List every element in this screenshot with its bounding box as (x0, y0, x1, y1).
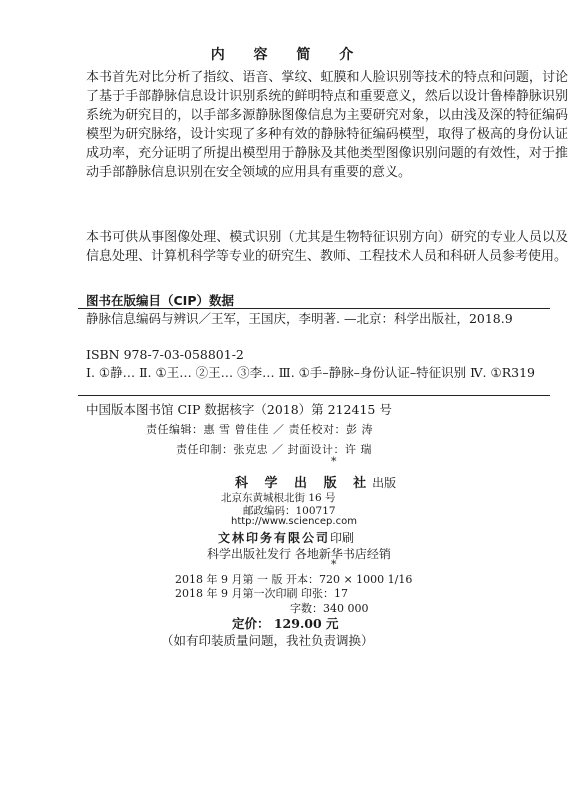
publisher-name: 科 学 出 版 社 (235, 476, 373, 491)
credits-production: 责任印制：张克忠 ／ 封面设计：许 瑞 (176, 443, 372, 456)
distribution-line: 科学出版社发行 各地新华书店经销 (207, 547, 391, 561)
edition-info: 2018 年 9 月第 一 版 开本：720 × 1000 1/16 (175, 573, 413, 586)
printer-line (218, 529, 354, 546)
word-count: 字数：340 000 (290, 602, 369, 615)
cip-top-rule (78, 308, 550, 309)
separator-asterisk: * (331, 455, 337, 468)
publisher-address: 北京东黄城根北街 16 号 (221, 492, 336, 504)
printer-name: 文林印务有限公司 (218, 531, 331, 545)
publisher-postcode: 邮政编码：100717 (243, 505, 336, 517)
printer-suffix: 印刷 (330, 531, 355, 545)
intro-paragraph-1: 本书首先对比分析了指纹、语音、掌纹、虹膜和人脸识别等技术的特点和问题，讨论了基于手部静脉信息设计识别系统的鲜明特点和重要意义，然后以设计鲁棒静脉识别系统为研究目的，以手部多源静脉图像信息为主要研究对象，以由浅及深的特征编码模型为研究脉络，设计实现了多种有效的静脉特征编码模型，取得了极高的身份认证成功率，充分证明了所提出模型用于静脉及其他类型图像识别问题的有效性，对于推动手部静脉信息识别在安全领域的应用具有重要的意义。 (86, 70, 568, 180)
separator-asterisk: * (331, 558, 337, 571)
cip-bottom-rule (78, 395, 550, 396)
intro-paragraph-2: 本书可供从事图像处理、模式识别（尤其是生物特征识别方向）研究的专业人员以及信息处理、计算机科学等专业的研究生、教师、工程技术人员和科研人员参考使用。 (86, 230, 568, 264)
page-title: 内 容 简 介 (210, 47, 366, 63)
cip-verification: 中国版本图书馆 CIP 数据核字（2018）第 212415 号 (86, 402, 392, 417)
printing-info: 2018 年 9 月第一次印刷 印张：17 (175, 587, 348, 600)
cip-classification: Ⅰ. ①静… Ⅱ. ①王… ②王… ③李… Ⅲ. ①手–静脉–身份认证–特征识别 Ⅳ. ①R319 (86, 365, 535, 380)
cip-heading: 图书在版编目（CIP）数据 (86, 293, 234, 308)
publisher-line (235, 472, 396, 491)
price: 定价： 129.00 元 (232, 616, 339, 631)
cip-isbn: ISBN 978-7-03-058801-2 (86, 347, 244, 362)
publisher-suffix: 出版 (372, 476, 397, 490)
credits-editors: 责任编辑：惠 雪 曾佳佳 ／ 责任校对：彭 涛 (146, 423, 373, 436)
cip-entry: 静脉信息编码与辨识／王军，王国庆，李明著. —北京：科学出版社，2018.9 (86, 311, 513, 326)
publisher-website: http://www.sciencep.com (231, 516, 357, 527)
quality-note: （如有印装质量问题，我社负责调换） (161, 633, 374, 648)
